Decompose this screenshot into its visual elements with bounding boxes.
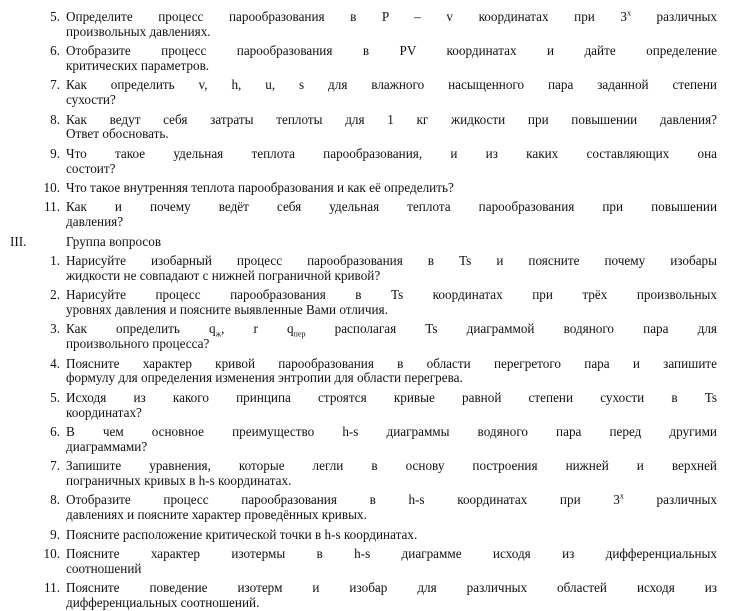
list-item-line: формулу для определения изменения энтропии для области перегрева. (66, 370, 463, 386)
list-item-number: 8. (50, 111, 60, 127)
list-item-line: Нарисуйте процесс парообразования в Ts координатах при трёх произвольных (66, 287, 717, 303)
list-item-number: 7. (50, 458, 60, 474)
list-item-text: различных (631, 9, 717, 24)
list-item-line (66, 492, 717, 508)
list-item-number: 7. (50, 77, 60, 93)
list-item-text: располагая Ts диаграммой водяного пара для (305, 321, 717, 337)
list-item-line: жидкости не совпадают с нижней пограничной кривой? (66, 267, 381, 283)
list-item-line: давления? (66, 214, 124, 230)
list-item-line: Как ведут себя затраты теплоты для 1 кг жидкости при повышении давления? (66, 111, 717, 127)
list-item-number: 10. (43, 546, 60, 561)
list-item-line: Как определить v, h, u, s для влажного насыщенного пара заданной степени (66, 77, 717, 93)
list-item-number: 8. (50, 492, 60, 508)
list-item-number: 1. (50, 253, 60, 268)
list-item-line: пограничных кривых в h-s координатах. (66, 473, 292, 488)
list-item-number: 10. (43, 180, 60, 195)
subscript: ж (215, 330, 222, 340)
list-item-number: 4. (50, 355, 60, 371)
list-item-number: 6. (50, 424, 60, 439)
list-item-number: 9. (50, 526, 60, 542)
section-number: III. (10, 233, 27, 249)
list-item-number: 11. (44, 199, 60, 215)
subscript: пер (293, 330, 306, 340)
list-item-line: дифференциальных соотношений. (66, 595, 260, 610)
list-item-line: состоит? (66, 160, 116, 176)
list-item-line: Нарисуйте изобарный процесс парообразования в Ts и поясните почему изобары (66, 253, 717, 268)
list-item-number: 5. (50, 389, 60, 405)
list-item-line: Поясните характер изотермы в h-s диаграмме исходя из дифференциальных (66, 546, 717, 561)
list-item-text: , r q (221, 321, 294, 337)
list-item-text: Отобразите процесс парообразования в h-s координатах при 3 (66, 492, 620, 508)
list-item-line: давлениях и поясните характер проведённых кривых. (66, 507, 367, 523)
list-item-line: В чем основное преимущество h-s диаграммы водяного пара перед другими (66, 424, 717, 439)
list-item-line: Поясните расположение критической точки в h-s координатах. (66, 526, 418, 542)
list-item-line: Как и почему ведёт себя удельная теплота парообразования при повышении (66, 199, 717, 215)
list-item-line (66, 9, 717, 25)
list-item-line: критических параметров. (66, 58, 210, 73)
list-item-line: уровнях давления и поясните выявленные Вами отличия. (66, 302, 388, 317)
list-item-number: 9. (50, 145, 60, 161)
list-item-text: Определите процесс парообразования в P – v координатах при 3 (66, 9, 628, 24)
list-item-line: координатах? (66, 404, 142, 420)
list-item-line: Исходя из какого принципа строятся кривые равной степени сухости в Ts (66, 389, 717, 405)
list-item-line: Поясните поведение изотерм и изобар для различных областей исходя из (66, 580, 717, 596)
list-item-line: Ответ обосновать. (66, 126, 169, 142)
list-item-number: 3. (50, 321, 60, 337)
list-item-line: диаграммами? (66, 438, 148, 454)
list-item-number: 6. (50, 43, 60, 59)
list-item-line: Поясните характер кривой парообразования в области перегретого пара и запишите (66, 355, 717, 371)
list-item-text: Как определить q (66, 321, 216, 337)
superscript: х (627, 8, 632, 18)
list-item-line: Запишите уравнения, которые легли в основу построения нижней и верхней (66, 458, 717, 474)
list-item-line: Отобразите процесс парообразования в PV координатах и дайте определение (66, 43, 717, 59)
superscript: х (619, 492, 624, 501)
list-item-number: 2. (50, 287, 60, 303)
list-item-number: 5. (50, 9, 60, 24)
section-title: Группа вопросов (66, 233, 162, 249)
list-item-line: Что такое внутренняя теплота парообразования и как её определить? (66, 180, 454, 195)
list-item-line: соотношений (66, 560, 142, 576)
list-item-line: Что такое удельная теплота парообразования, и из каких составляющих она (66, 145, 717, 161)
list-item-line: сухости? (66, 92, 116, 108)
list-item-line: произвольных давлениях. (66, 23, 211, 39)
list-item-line (66, 321, 717, 340)
list-item-text: различных (623, 492, 717, 508)
list-item-number: 11. (44, 580, 60, 596)
list-item-line: произвольного процесса? (66, 336, 210, 352)
